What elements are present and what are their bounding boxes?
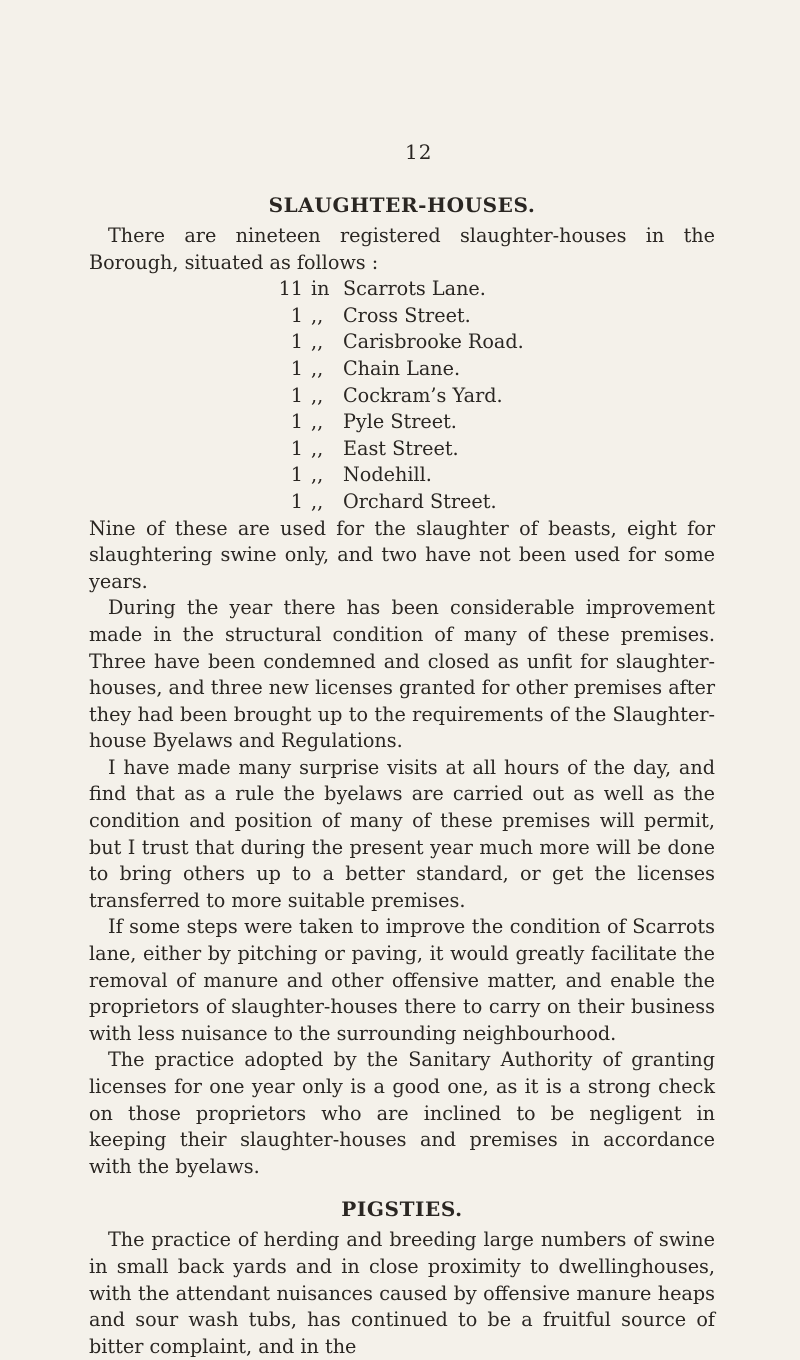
paragraph: If some steps were taken to improve the condition of Scarrots lane, either by pitching or paving, it would greatly facilitate the removal of manure and other offensive matter, and enable the proprietors of slaughter-houses there to carry on their business with less nuisance to the surrounding neighbourhood. — [89, 915, 715, 1045]
paragraph: Nine of these are used for the slaughter of beasts, eight for slaughtering swine only, and two have not been used for some years. — [89, 516, 715, 593]
paragraph: The practice adopted by the Sanitary Authority of granting licenses for one year only is a good one, as it is a strong check on those proprietors who are inclined to be negligent in keeping their slaughter-houses and premises in accordance with the byelaws. — [89, 1048, 715, 1178]
location-prep: ,, — [311, 383, 324, 407]
slaughter-house-locations — [89, 276, 715, 515]
list-item — [89, 356, 715, 383]
location-place: Carisbrooke Road. — [343, 330, 524, 354]
location-prep: ,, — [311, 410, 324, 434]
location-place: Orchard Street. — [343, 489, 497, 513]
location-place: East Street. — [343, 436, 459, 460]
location-count: 1 — [290, 489, 303, 513]
list-item — [89, 276, 715, 303]
list-item — [89, 329, 715, 356]
location-prep: ,, — [311, 356, 324, 380]
list-item — [89, 462, 715, 489]
location-prep: ,, — [311, 436, 324, 460]
location-prep: in — [311, 277, 330, 301]
section-heading-pigsties: PIGSTIES. — [341, 1197, 463, 1222]
location-count: 1 — [290, 410, 303, 434]
location-count: 11 — [278, 277, 303, 301]
paragraph: During the year there has been considerable improvement made in the structural condition of many of these premises. Three have been condemned and closed as unfit for slaughter-houses, and three new licenses granted for other premises after they had been brought up to the requirements of the Slaughter-house Byelaws and Regulations. — [89, 596, 715, 753]
location-prep: ,, — [311, 330, 324, 354]
location-count: 1 — [290, 330, 303, 354]
page-number: 12 — [405, 140, 433, 164]
location-count: 1 — [290, 463, 303, 487]
location-place: Cross Street. — [343, 303, 471, 327]
location-prep: ,, — [311, 463, 324, 487]
paragraph: The practice of herding and breeding large numbers of swine in small back yards and in close proximity to dwellinghouses, with the attendant nuisances caused by offensive manure heaps and sour wash tubs, has continued to be a fruitful source of bitter complaint, and in the — [89, 1228, 715, 1358]
location-prep: ,, — [311, 489, 324, 513]
location-count: 1 — [290, 383, 303, 407]
section-heading-slaughter-houses: SLAUGHTER-HOUSES. — [268, 193, 536, 217]
location-place: Chain Lane. — [343, 356, 461, 380]
body-text — [89, 190, 715, 1360]
list-item — [89, 383, 715, 410]
list-item — [89, 409, 715, 436]
location-place: Nodehill. — [343, 463, 432, 487]
intro-paragraph: There are nineteen registered slaughter-houses in the Borough, situated as follows : — [89, 224, 715, 274]
section-divider — [89, 1180, 715, 1194]
location-place: Scarrots Lane. — [343, 277, 486, 301]
location-prep: ,, — [311, 303, 324, 327]
paragraph: I have made many surprise visits at all hours of the day, and find that as a rule the byelaws are carried out as well as the condition and position of many of these premises will permit, but I trust that during the present year much more will be done to bring others up to a better standard, or get the licenses transferred to more suitable premises. — [89, 755, 715, 912]
location-count: 1 — [290, 436, 303, 460]
list-item — [89, 489, 715, 516]
location-count: 1 — [290, 356, 303, 380]
location-count: 1 — [290, 303, 303, 327]
list-item — [89, 303, 715, 330]
location-place: Cockram’s Yard. — [343, 383, 503, 407]
location-place: Pyle Street. — [343, 410, 457, 434]
list-item — [89, 436, 715, 463]
